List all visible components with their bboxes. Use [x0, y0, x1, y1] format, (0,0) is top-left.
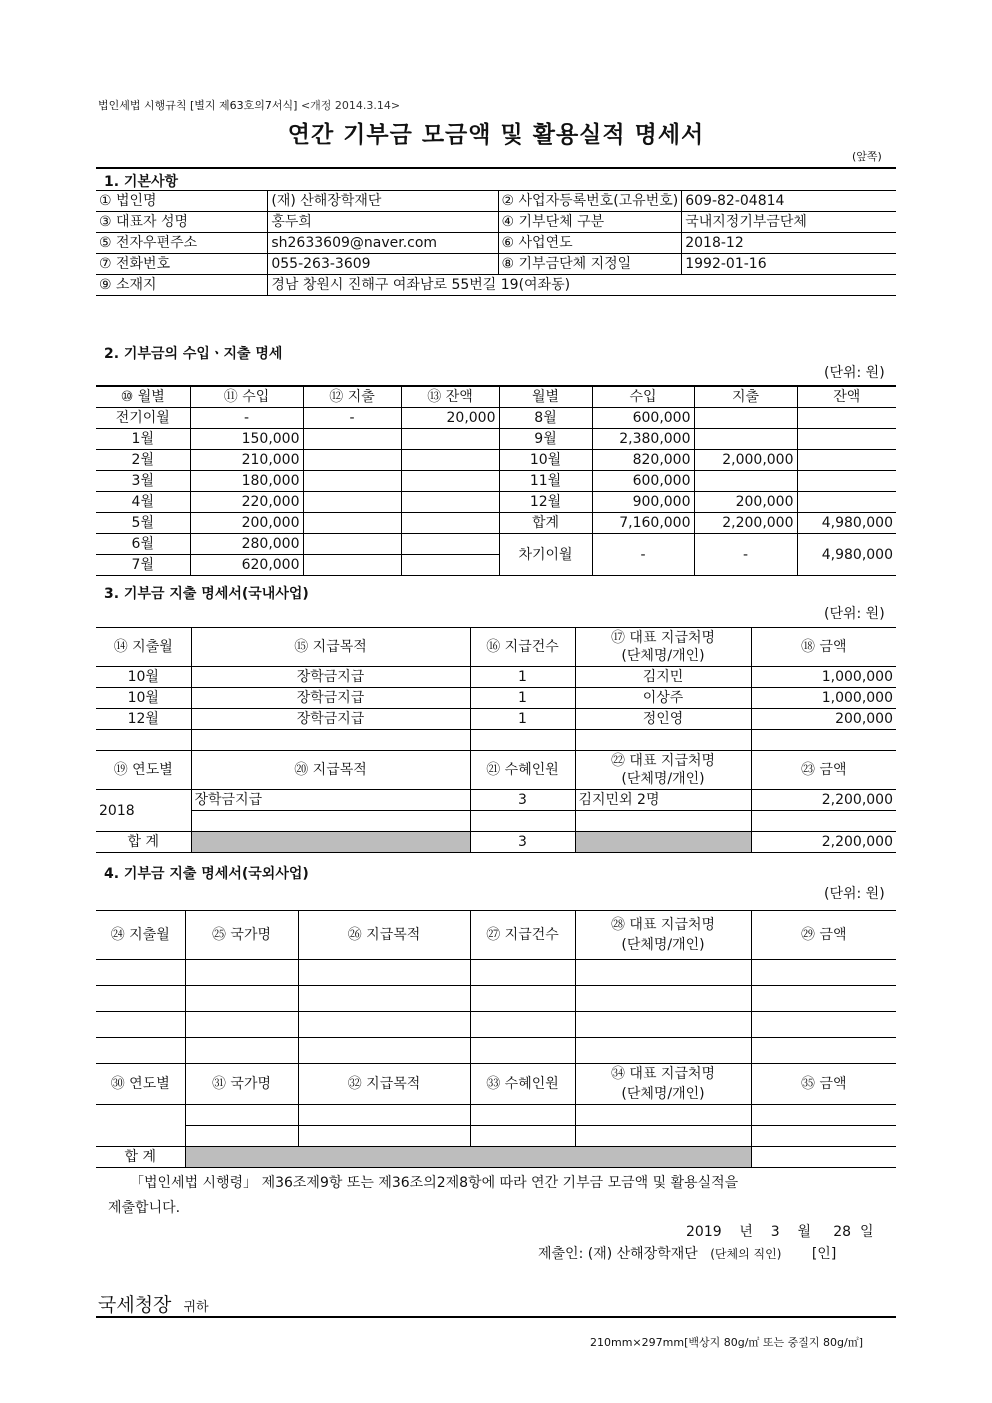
col-header: ㉓ 금액 — [751, 751, 896, 790]
submitter-name: 제출인: (재) 산해장학재단 — [538, 1246, 698, 1262]
col-header: ㉜ 지급목적 — [298, 1064, 470, 1105]
income-expense-table — [96, 385, 896, 576]
section1-heading: 1. 기본사항 — [104, 174, 179, 190]
field-value: 1992-01-16 — [682, 254, 896, 275]
table-header-row — [96, 628, 896, 667]
revision-note: <개정 2014.3.14> — [300, 99, 401, 112]
recipient-name: 국세청장 — [98, 1294, 172, 1316]
table-row-empty — [96, 811, 896, 832]
field-value: 홍두희 — [268, 212, 498, 233]
table-row: 2018 장학금지급 3 김지민외 2명 2,200,000 — [96, 790, 896, 811]
col-header: ⑫ 지출 — [303, 386, 401, 408]
statement-line2: 제출합니다. — [108, 1200, 181, 1216]
total-amount: 2,200,000 — [751, 832, 896, 853]
table-row: 3월 180,000 11월 600,000 — [96, 471, 896, 492]
total-label: 합 계 — [96, 1147, 185, 1168]
table-row: 10월 장학금지급 1 김지민 1,000,000 — [96, 667, 896, 688]
col-header: ⑯ 지급건수 — [470, 628, 575, 667]
total-count: 3 — [470, 832, 575, 853]
col-header: 수입 — [592, 386, 694, 408]
col-header: ⑳ 지급목적 — [191, 751, 470, 790]
submitter-line — [538, 1243, 836, 1263]
col-header: ㉕ 국가명 — [185, 911, 298, 960]
table-row-empty — [96, 1105, 896, 1126]
field-value: (재) 산해장학재단 — [268, 191, 498, 212]
col-header: ㉗ 지급건수 — [470, 911, 575, 960]
table-header-row — [96, 751, 896, 790]
table-row-empty — [96, 1012, 896, 1038]
section4-heading: 4. 기부금 지출 명세서(국외사업) — [104, 866, 309, 882]
col-header: ㉔ 지출월 — [96, 911, 185, 960]
col-header: ㉚ 연도별 — [96, 1064, 185, 1105]
total-row — [96, 832, 896, 853]
table-row: 10월 장학금지급 1 이상주 1,000,000 — [96, 688, 896, 709]
col-header: ⑲ 연도별 — [96, 751, 191, 790]
field-label: ④ 기부단체 구분 — [498, 212, 682, 233]
table-row: 5월 200,000 합계 7,160,000 2,200,000 4,980,000 — [96, 513, 896, 534]
table-row: 2월 210,000 10월 820,000 2,000,000 — [96, 450, 896, 471]
col-header: ⑪ 수입 — [190, 386, 303, 408]
form-reference: 법인세법 시행규칙 [별지 제63호의7서식] <개정 2014.3.14> — [98, 99, 401, 112]
table-row-empty — [96, 1126, 896, 1147]
table-row-empty — [96, 986, 896, 1012]
field-value: sh2633609@naver.com — [268, 233, 498, 254]
col-header: ⑭ 지출월 — [96, 628, 191, 667]
basic-row — [96, 212, 896, 233]
col-header: ⑬ 잔액 — [401, 386, 499, 408]
page-title: 연간 기부금 모금액 및 활용실적 명세서 — [287, 122, 705, 148]
recipient-suffix: 귀하 — [183, 1300, 209, 1315]
col-header: ㉘ 대표 지급처명 (단체명/개인) — [575, 911, 751, 960]
basic-info-table — [96, 190, 896, 296]
field-label: ⑧ 기부금단체 지정일 — [498, 254, 682, 275]
table-row: 1월 150,000 9월 2,380,000 — [96, 429, 896, 450]
table-row-empty — [96, 1038, 896, 1064]
field-label: ① 법인명 — [96, 191, 268, 212]
page-side: (앞쪽) — [852, 150, 882, 163]
unit-label: (단위: 원) — [824, 365, 885, 381]
basic-row — [96, 233, 896, 254]
statement-line1: 「법인세법 시행령」 제36조제9항 또는 제36조의2제8항에 따라 연간 기부금 모금액 및 활용실적을 — [130, 1175, 739, 1191]
table-row: 7월 620,000 — [96, 555, 896, 576]
submission-date: 2019 년 3 월 28 일 — [686, 1224, 874, 1240]
col-header: ㉛ 국가명 — [185, 1064, 298, 1105]
table-row: 12월 장학금지급 1 정인영 200,000 — [96, 709, 896, 730]
col-header: ⑮ 지급목적 — [191, 628, 470, 667]
submitter-role: (단체의 직인) — [710, 1247, 782, 1261]
col-header: 월별 — [499, 386, 592, 408]
table-row-empty — [96, 960, 896, 986]
field-value: 경남 창원시 진해구 여좌남로 55번길 19(여좌동) — [268, 275, 896, 296]
seal-mark: [인] — [811, 1246, 837, 1262]
col-header: 지출 — [694, 386, 797, 408]
col-header: ㉞ 대표 지급처명 (단체명/개인) — [575, 1064, 751, 1105]
field-value: 국내지정기부금단체 — [682, 212, 896, 233]
table-row: 6월 280,000 차기이월 - - 4,980,000 — [96, 534, 896, 555]
field-label: ⑨ 소재지 — [96, 275, 268, 296]
field-label: ② 사업자등록번호(고유번호) — [498, 191, 682, 212]
field-label: ③ 대표자 성명 — [96, 212, 268, 233]
table-row-empty — [96, 730, 896, 751]
paper-spec: 210mm×297mm[백상지 80g/㎡ 또는 중질지 80g/㎡] — [590, 1336, 864, 1349]
total-row — [96, 1147, 896, 1168]
col-header: ⑩ 월별 — [96, 386, 190, 408]
field-label: ⑤ 전자우편주소 — [96, 233, 268, 254]
table-header-row — [96, 386, 896, 408]
col-header: ⑰ 대표 지급처명 (단체명/개인) — [575, 628, 751, 667]
basic-row — [96, 254, 896, 275]
col-header: 잔액 — [797, 386, 896, 408]
carry-forward-label: 차기이월 — [499, 534, 592, 576]
recipient — [98, 1290, 209, 1317]
table-row: 4월 220,000 12월 900,000 200,000 — [96, 492, 896, 513]
unit-label: (단위: 원) — [824, 886, 885, 902]
field-value: 2018-12 — [682, 233, 896, 254]
section3-heading: 3. 기부금 지출 명세서(국내사업) — [104, 586, 309, 602]
table-row: 전기이월 - - 20,000 8월 600,000 — [96, 408, 896, 429]
field-value: 609-82-04814 — [682, 191, 896, 212]
col-header: ㉒ 대표 지급처명 (단체명/개인) — [575, 751, 751, 790]
table-header-row — [96, 911, 896, 960]
col-header: ㉙ 금액 — [751, 911, 896, 960]
total-label: 합 계 — [96, 832, 191, 853]
col-header: ㉟ 금액 — [751, 1064, 896, 1105]
field-label: ⑥ 사업연도 — [498, 233, 682, 254]
section2-heading: 2. 기부금의 수입ㆍ지출 명세 — [104, 346, 283, 362]
overseas-expense-table — [96, 910, 896, 1168]
table-header-row — [96, 1064, 896, 1105]
col-header: ⑱ 금액 — [751, 628, 896, 667]
basic-row — [96, 191, 896, 212]
field-value: 055-263-3609 — [268, 254, 498, 275]
domestic-expense-table — [96, 627, 896, 853]
field-label: ⑦ 전화번호 — [96, 254, 268, 275]
col-header: ㉝ 수혜인원 — [470, 1064, 575, 1105]
col-header: ㉑ 수혜인원 — [470, 751, 575, 790]
unit-label: (단위: 원) — [824, 606, 885, 622]
col-header: ㉖ 지급목적 — [298, 911, 470, 960]
basic-row-location — [96, 275, 896, 296]
